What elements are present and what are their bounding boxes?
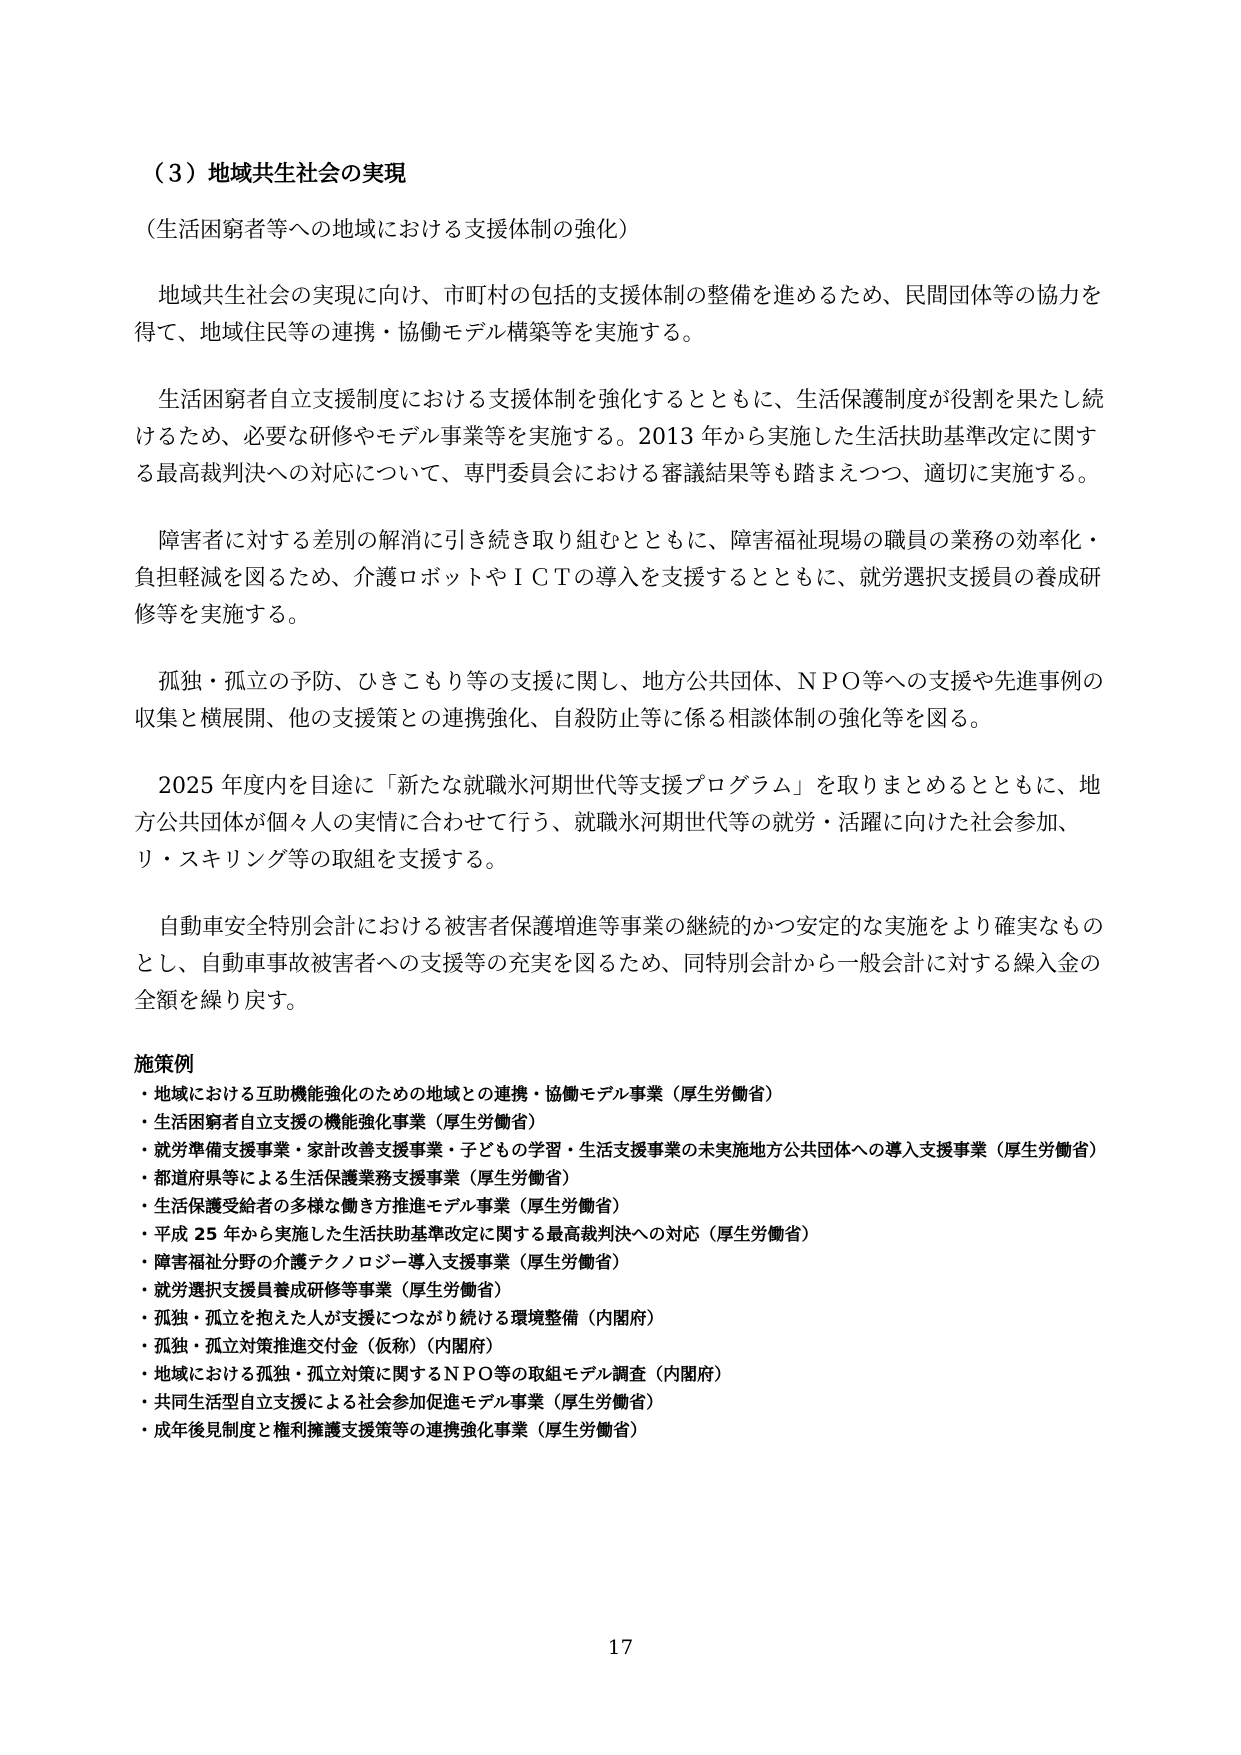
measure-item (134, 1221, 1114, 1249)
measure-item (134, 1109, 1114, 1137)
measure-item (134, 1137, 1114, 1165)
bullet-mark: ・ (136, 1225, 153, 1245)
measure-text: 平成 25 年から実施した生活扶助基準改定に関する最高裁判決への対応（厚生労働省） (154, 1225, 819, 1245)
measure-text: 孤独・孤立を抱えた人が支援につながり続ける環境整備（内閣府） (154, 1309, 664, 1329)
bullet-mark: ・ (136, 1253, 153, 1273)
measure-text: 共同生活型自立支援による社会参加促進モデル事業（厚生労働省） (154, 1393, 664, 1413)
measure-text: 生活保護受給者の多様な働き方推進モデル事業（厚生労働省） (154, 1197, 630, 1217)
section-heading: （３）地域共生社会の実現 (142, 162, 407, 187)
paragraph-isolation: 孤独・孤立の予防、ひきこもり等の支援に関し、地方公共団体、ＮＰＯ等への支援や先進事例の収集と横展開、他の支援策との連携強化、自殺防止等に係る相談体制の強化等を図る。 (134, 670, 1105, 732)
bullet-mark: ・ (136, 1197, 153, 1217)
measure-item (134, 1193, 1114, 1221)
section-subheading: （生活困窮者等への地域における支援体制の強化） (134, 218, 641, 243)
paragraph-employment-ice-age: 2025 年度内を目途に「新たな就職氷河期世代等支援プログラム」を取りまとめるとともに、地方公共団体が個々人の実情に合わせて行う、就職氷河期世代等の就労・活躍に向けた社会参加、リ・スキリング等の取組を支援する。 (134, 774, 1101, 873)
bullet-mark: ・ (136, 1141, 153, 1161)
measure-text: 障害福祉分野の介護テクノロジー導入支援事業（厚生労働省） (154, 1253, 629, 1273)
measure-item (134, 1361, 1114, 1389)
measure-text: 成年後見制度と権利擁護支援策等の連携強化事業（厚生労働省） (154, 1421, 647, 1441)
paragraph-auto-safety-account: 自動車安全特別会計における被害者保護増進等事業の継続的かつ安定的な実施をより確実なものとし、自動車事故被害者への支援等の充実を図るため、同特別会計から一般会計に対する繰入金の全額を繰り戻す。 (134, 915, 1105, 1014)
measure-item (134, 1333, 1114, 1361)
bullet-mark: ・ (136, 1169, 153, 1189)
measure-text: 地域における互助機能強化のための地域との連携・協働モデル事業（厚生労働省） (154, 1085, 783, 1105)
measure-text: 孤独・孤立対策推進交付金（仮称）（内閣府） (154, 1337, 503, 1357)
paragraph-self-reliance-support: 生活困窮者自立支援制度における支援体制を強化するとともに、生活保護制度が役割を果たし続けるため、必要な研修やモデル事業等を実施する。2013 年から実施した生活扶助基準改定に関する最高裁判決への対応について、専門委員会における審議結果等も踏まえつつ、適切に実施する。 (134, 388, 1105, 487)
measure-text: 生活困窮者自立支援の機能強化事業（厚生労働省） (154, 1113, 545, 1133)
bullet-mark: ・ (136, 1113, 153, 1133)
measure-item (134, 1081, 1114, 1109)
bullet-mark: ・ (136, 1365, 153, 1385)
measure-item (134, 1389, 1114, 1417)
measure-item (134, 1277, 1114, 1305)
measure-item (134, 1417, 1114, 1445)
bullet-mark: ・ (136, 1337, 153, 1357)
measure-text: 地域における孤独・孤立対策に関するＮＰＯ等の取組モデル調査（内閣府） (154, 1365, 732, 1385)
measure-item (134, 1249, 1114, 1277)
page-content (134, 160, 1114, 1445)
measure-item (134, 1165, 1114, 1193)
paragraph-disability: 障害者に対する差別の解消に引き続き取り組むとともに、障害福祉現場の職員の業務の効率化・負担軽減を図るため、介護ロボットやＩＣＴの導入を支援するとともに、就労選択支援員の養成研修等を実施する。 (134, 529, 1105, 628)
measure-text: 都道府県等による生活保護業務支援事業（厚生労働省） (154, 1169, 579, 1189)
page-number: 17 (607, 1635, 634, 1659)
bullet-mark: ・ (136, 1309, 153, 1329)
bullet-mark: ・ (136, 1393, 153, 1413)
measure-text: 就労準備支援事業・家計改善支援事業・子どもの学習・生活支援事業の未実施地方公共団体への導入支援事業（厚生労働省） (154, 1141, 1106, 1161)
measures-list (134, 1081, 1114, 1445)
measures-title: 施策例 (134, 1052, 194, 1076)
bullet-mark: ・ (136, 1281, 153, 1301)
bullet-mark: ・ (136, 1085, 153, 1105)
measure-item (134, 1305, 1114, 1333)
bullet-mark: ・ (136, 1421, 153, 1441)
paragraph-community: 地域共生社会の実現に向け、市町村の包括的支援体制の整備を進めるため、民間団体等の協力を得て、地域住民等の連携・協働モデル構築等を実施する。 (134, 284, 1103, 346)
measure-text: 就労選択支援員養成研修等事業（厚生労働省） (154, 1281, 511, 1301)
